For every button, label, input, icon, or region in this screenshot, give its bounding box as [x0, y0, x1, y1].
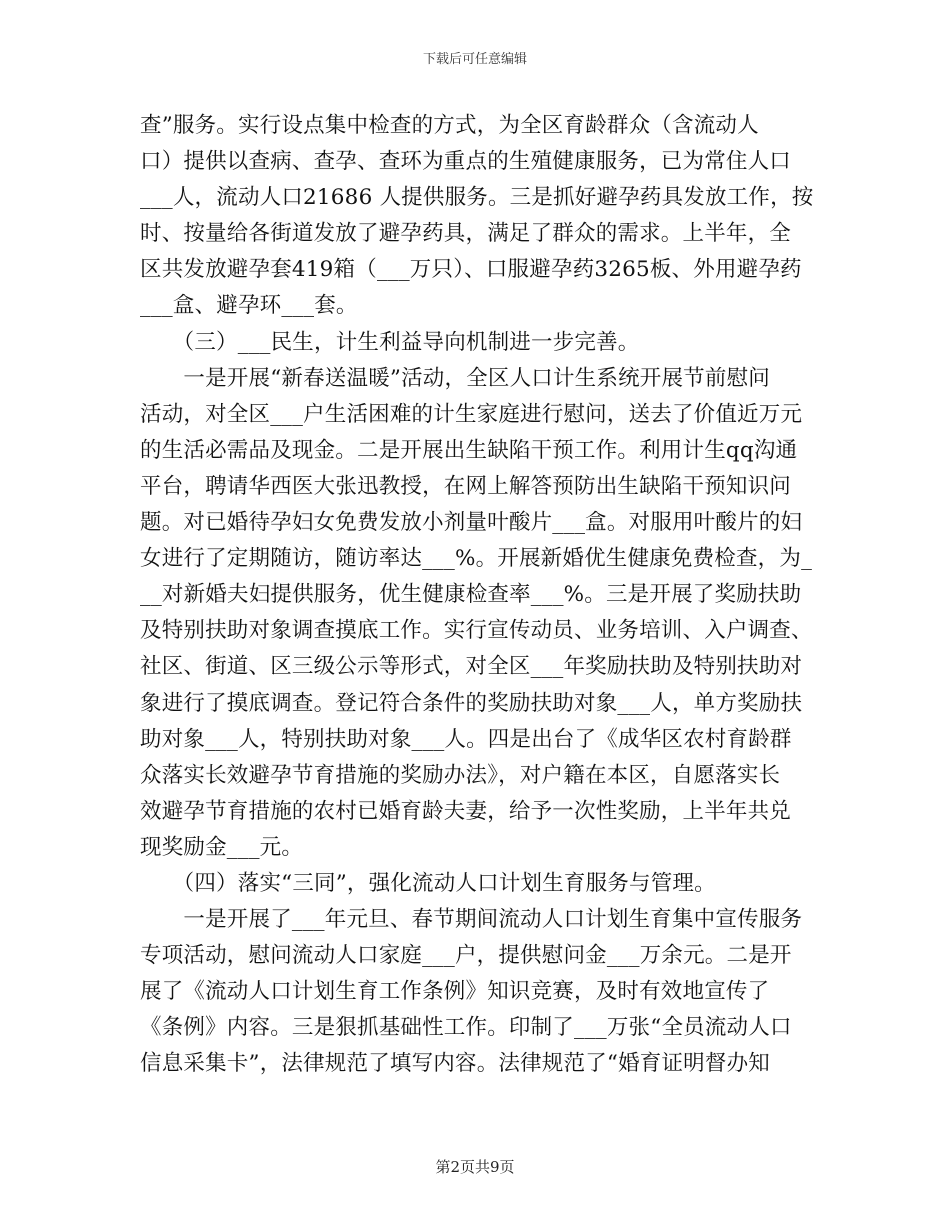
text-line: 题。对已婚待孕妇女免费发放小剂量叶酸片___盒。对服用叶酸片的妇 [140, 510, 803, 536]
text-line: 信息采集卡”，法律规范了填写内容。法律规范了“婚育证明督办知 [140, 1051, 770, 1077]
text-line: __对新婚夫妇提供服务，优生健康检查率___%。三是开展了奖励扶助 [140, 582, 802, 608]
text-line: 区共发放避孕套419箱（___万只）、口服避孕药3265板、外用避孕药 [140, 257, 802, 283]
text-line: 口）提供以查病、查孕、查环为重点的生殖健康服务，已为常住人口 [140, 149, 792, 175]
page-header: 下载后可任意编辑 [422, 52, 527, 67]
text-line: 一是开展了___年元旦、春节期间流动人口计划生育集中宣传服务 [140, 907, 803, 933]
text-line: 活动，对全区___户生活困难的计生家庭进行慰问，送去了价值近万元 [140, 401, 803, 427]
page-number: 第2页共9页 [435, 1158, 515, 1176]
section-heading: （三）___民生，计生利益导向机制进一步完善。 [140, 329, 640, 355]
text-line: 专项活动，慰问流动人口家庭___户，提供慰问金___万余元。二是开 [140, 943, 792, 969]
text-line: 展了《流动人口计划生育工作条例》知识竞赛，及时有效地宣传了 [140, 979, 770, 1005]
text-line: 《条例》内容。三是狠抓基础性工作。印制了___万张“全员流动人口 [140, 1015, 792, 1041]
text-line: 社区、街道、区三级公示等形式，对全区___年奖励扶助及特别扶助对 [140, 654, 803, 680]
text-line: 现奖励金___元。 [140, 834, 304, 860]
section-heading: （四）落实“三同”，强化流动人口计划生育服务与管理。 [140, 870, 716, 896]
text-line: ___盒、避孕环___套。 [140, 293, 358, 319]
text-line: 时、按量给各街道发放了避孕药具，满足了群众的需求。上半年，全 [140, 221, 792, 247]
text-line: 查”服务。实行设点集中检查的方式，为全区育龄群众（含流动人 [140, 113, 759, 138]
text-line: 一是开展“新春送温暖”活动，全区人口计生系统开展节前慰问 [140, 365, 770, 391]
document-body [140, 108, 815, 1083]
text-line: 效避孕节育措施的农村已婚育龄夫妻，给予一次性奖励，上半年共兑 [140, 798, 792, 824]
text-line: 女进行了定期随访，随访率达___%。开展新婚优生健康免费检查，为_ [140, 546, 813, 572]
text-line: 的生活必需品及现金。二是开展出生缺陷干预工作。利用计生qq沟通 [140, 437, 798, 463]
text-line: 象进行了摸底调查。登记符合条件的奖励扶助对象___人，单方奖励扶 [140, 690, 803, 716]
text-line: 平台，聘请华西医大张迅教授，在网上解答预防出生缺陷干预知识问 [140, 473, 792, 499]
text-line: 助对象___人，特别扶助对象___人。四是出台了《成华区农村育龄群 [140, 726, 792, 752]
text-line: 及特别扶助对象调查摸底工作。实行宣传动员、业务培训、入户调查、 [140, 618, 813, 644]
text-line: ___人，流动人口21686 人提供服务。三是抓好避孕药具发放工作，按 [140, 185, 814, 211]
text-line: 众落实长效避孕节育措施的奖励办法》，对户籍在本区，自愿落实长 [140, 762, 781, 788]
